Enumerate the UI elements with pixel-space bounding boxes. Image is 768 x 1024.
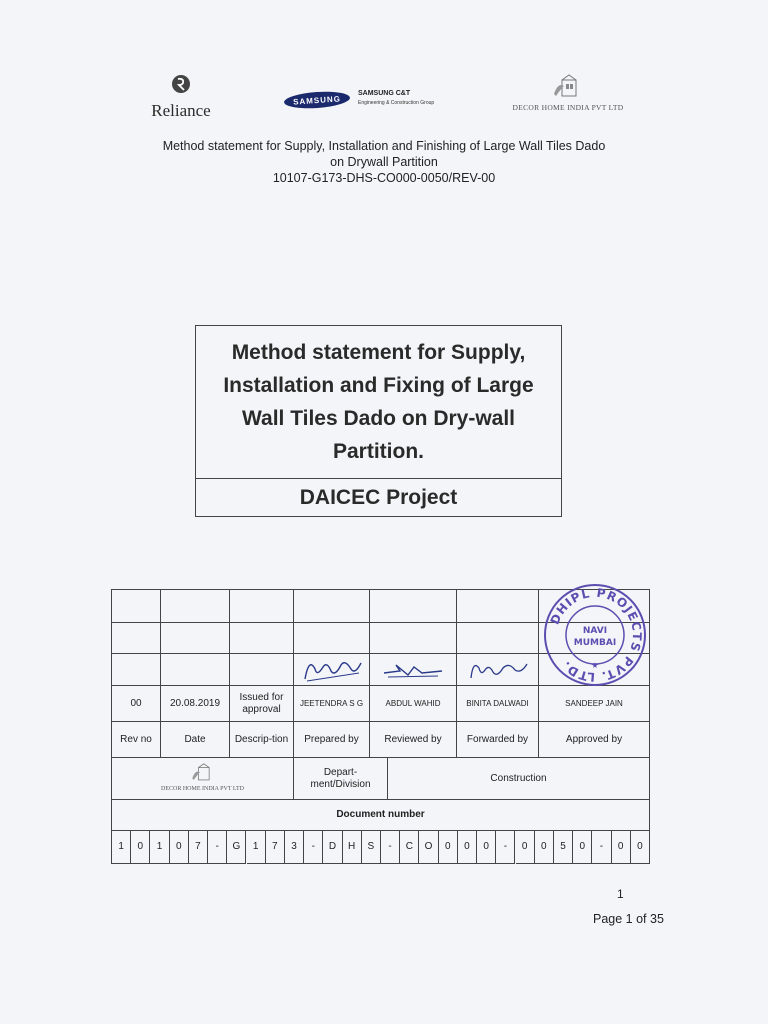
samsung-logo xyxy=(284,88,454,112)
document-number-char: 1 xyxy=(150,831,169,864)
company-name: DECOR HOME INDIA PVT LTD xyxy=(160,785,244,792)
document-number-char: 0 xyxy=(631,831,650,864)
document-number-char: 1 xyxy=(112,831,131,864)
subtitle-line-3: 10107-G173-DHS-CO000-0050/REV-00 xyxy=(272,171,496,185)
document-number-char: 7 xyxy=(189,831,208,864)
document-number-char: 0 xyxy=(516,831,535,864)
empty-cell xyxy=(370,623,457,654)
reviewed-by-value: ABDUL WAHID xyxy=(370,686,457,722)
forwarded-signature-cell xyxy=(457,654,539,686)
samsung-name: SAMSUNG C&T xyxy=(358,90,411,97)
empty-cell xyxy=(112,623,161,654)
empty-cell xyxy=(457,623,539,654)
document-number-char: C xyxy=(400,831,419,864)
signature-reviewed xyxy=(378,657,448,683)
title-box xyxy=(195,325,562,517)
reliance-logo xyxy=(136,74,226,121)
document-number-char: S xyxy=(362,831,381,864)
stamp-line-2: MUMBAI xyxy=(573,638,617,648)
header-approved-by: Approved by xyxy=(539,722,650,758)
header-description: Descrip-tion xyxy=(230,722,294,758)
department-value: Construction xyxy=(388,758,650,800)
document-number-char: - xyxy=(381,831,400,864)
document-number-char: - xyxy=(496,831,515,864)
document-number-char: H xyxy=(343,831,362,864)
empty-cell xyxy=(230,590,294,623)
page-number: Page 1 of 35 xyxy=(593,912,664,926)
header-rev-no: Rev no xyxy=(112,722,161,758)
description-value: Issued for approval xyxy=(230,686,294,722)
document-number-char: 0 xyxy=(573,831,592,864)
stamp-line-1: NAVI xyxy=(582,626,608,636)
document-number-char: D xyxy=(323,831,342,864)
empty-cell xyxy=(112,654,161,686)
document-number-char: 0 xyxy=(612,831,631,864)
samsung-badge: SAMSUNG xyxy=(284,90,351,111)
prepared-signature-cell xyxy=(294,654,370,686)
document-number-char: 0 xyxy=(477,831,496,864)
document-subtitle xyxy=(110,138,658,186)
empty-cell xyxy=(294,590,370,623)
document-number-char: G xyxy=(227,831,246,864)
company-cell xyxy=(112,758,294,800)
document-number-label: Document number xyxy=(112,800,650,831)
subtitle-line-1: Method statement for Supply, Installation and Finishing of Large Wall Tiles Dado xyxy=(162,139,606,153)
header-date: Date xyxy=(161,722,230,758)
decor-name: DECOR HOME INDIA PVT LTD xyxy=(512,103,624,112)
document-number-char: - xyxy=(208,831,227,864)
document-number-char: 7 xyxy=(266,831,285,864)
department-label: Depart-ment/Division xyxy=(294,758,388,800)
document-number-char: O xyxy=(419,831,438,864)
header-forwarded-by: Forwarded by xyxy=(457,722,539,758)
document-number-char: 3 xyxy=(285,831,304,864)
document-number-char: 0 xyxy=(439,831,458,864)
signature-forwarded xyxy=(463,656,533,684)
document-number-char: 1 xyxy=(247,831,266,864)
empty-cell xyxy=(161,623,230,654)
decor-emblem-icon xyxy=(552,74,584,100)
document-number-char: 0 xyxy=(458,831,477,864)
rev-value: 00 xyxy=(112,686,161,722)
empty-cell xyxy=(230,623,294,654)
document-title: Method statement for Supply, Installation and Fixing of Large Wall Tiles Dado on Dry-wall Partition. xyxy=(196,326,561,479)
document-number-char: 0 xyxy=(535,831,554,864)
empty-cell xyxy=(230,654,294,686)
empty-cell xyxy=(457,590,539,623)
empty-cell xyxy=(370,590,457,623)
project-name: DAICEC Project xyxy=(299,486,458,509)
header-reviewed-by: Reviewed by xyxy=(370,722,457,758)
decor-emblem-icon xyxy=(188,763,218,783)
document-number-char: 0 xyxy=(131,831,150,864)
reviewed-signature-cell xyxy=(370,654,457,686)
document-number-char: 0 xyxy=(170,831,189,864)
empty-cell xyxy=(112,590,161,623)
reliance-emblem-icon xyxy=(171,74,191,94)
document-number-char: 5 xyxy=(554,831,573,864)
forwarded-by-value: BINITA DALWADI xyxy=(457,686,539,722)
document-number-char: - xyxy=(304,831,323,864)
samsung-subtitle: Engineering & Construction Group xyxy=(358,100,435,106)
stamp-star-icon: ★ xyxy=(591,661,599,670)
empty-cell xyxy=(294,623,370,654)
document-number-char: - xyxy=(592,831,611,864)
date-value: 20.08.2019 xyxy=(161,686,230,722)
prepared-by-value: JEETENDRA S G xyxy=(294,686,370,722)
stamp-ring-text: DHIPL PROJECTS PVT. LTD. xyxy=(547,585,645,685)
document-number-row xyxy=(112,831,650,864)
empty-cell xyxy=(161,654,230,686)
empty-cell xyxy=(161,590,230,623)
signature-prepared xyxy=(297,655,367,685)
header-prepared-by: Prepared by xyxy=(294,722,370,758)
decor-logo xyxy=(498,74,638,112)
subtitle-line-2: on Drywall Partition xyxy=(330,155,438,169)
approved-by-value: SANDEEP JAIN xyxy=(539,686,650,722)
page-index: 1 xyxy=(617,887,624,901)
reliance-name: Reliance xyxy=(151,101,211,120)
company-stamp xyxy=(542,582,648,688)
